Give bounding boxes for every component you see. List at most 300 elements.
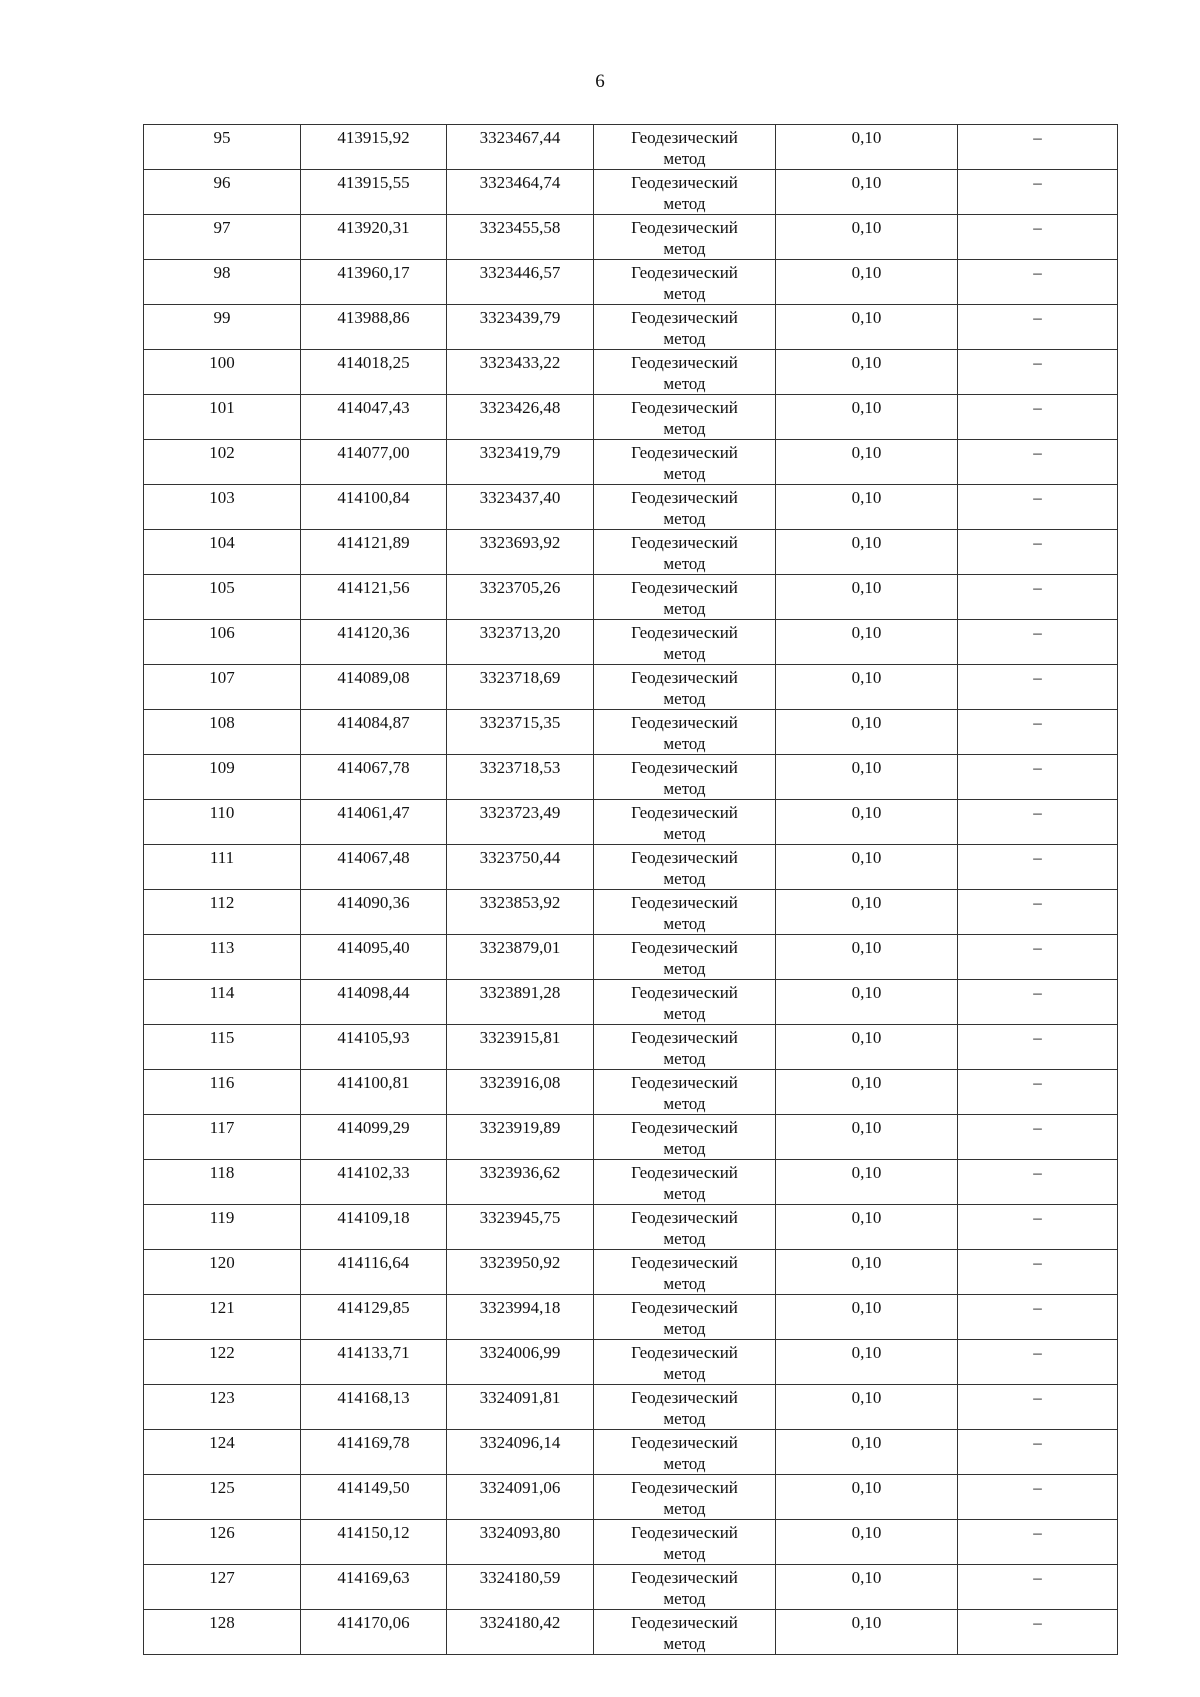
coordinates-table-body xyxy=(144,125,1118,1655)
method-cell xyxy=(594,1295,776,1340)
table-row xyxy=(144,800,1118,845)
method-line-2: метод xyxy=(663,1004,706,1023)
table-row xyxy=(144,1340,1118,1385)
table-row xyxy=(144,1160,1118,1205)
method-cell xyxy=(594,215,776,260)
method-line-1: Геодезический xyxy=(631,173,738,192)
table-row xyxy=(144,1205,1118,1250)
method-line-2: метод xyxy=(663,869,706,888)
note-cell: – xyxy=(958,1250,1118,1295)
x-coordinate-cell: 414149,50 xyxy=(301,1475,447,1520)
method-line-2: метод xyxy=(663,1094,706,1113)
method-line-1: Геодезический xyxy=(631,488,738,507)
method-line-1: Геодезический xyxy=(631,1163,738,1182)
point-number-cell: 110 xyxy=(144,800,301,845)
note-cell: – xyxy=(958,215,1118,260)
note-cell: – xyxy=(958,980,1118,1025)
method-cell xyxy=(594,935,776,980)
table-row xyxy=(144,530,1118,575)
table-row xyxy=(144,1475,1118,1520)
method-cell xyxy=(594,1115,776,1160)
point-number-cell: 107 xyxy=(144,665,301,710)
point-number-cell: 125 xyxy=(144,1475,301,1520)
note-cell: – xyxy=(958,710,1118,755)
accuracy-cell: 0,10 xyxy=(776,1520,958,1565)
y-coordinate-cell: 3323419,79 xyxy=(447,440,594,485)
accuracy-cell: 0,10 xyxy=(776,800,958,845)
y-coordinate-cell: 3323718,53 xyxy=(447,755,594,800)
method-cell xyxy=(594,800,776,845)
y-coordinate-cell: 3323919,89 xyxy=(447,1115,594,1160)
method-line-2: метод xyxy=(663,329,706,348)
y-coordinate-cell: 3323464,74 xyxy=(447,170,594,215)
point-number-cell: 115 xyxy=(144,1025,301,1070)
method-line-2: метод xyxy=(663,1049,706,1068)
accuracy-cell: 0,10 xyxy=(776,890,958,935)
x-coordinate-cell: 414089,08 xyxy=(301,665,447,710)
method-cell xyxy=(594,350,776,395)
table-row xyxy=(144,305,1118,350)
note-cell: – xyxy=(958,1430,1118,1475)
y-coordinate-cell: 3323446,57 xyxy=(447,260,594,305)
method-cell xyxy=(594,1250,776,1295)
method-line-1: Геодезический xyxy=(631,1253,738,1272)
method-cell xyxy=(594,1520,776,1565)
method-line-1: Геодезический xyxy=(631,443,738,462)
table-row xyxy=(144,1295,1118,1340)
x-coordinate-cell: 414098,44 xyxy=(301,980,447,1025)
method-line-2: метод xyxy=(663,1409,706,1428)
point-number-cell: 114 xyxy=(144,980,301,1025)
method-line-1: Геодезический xyxy=(631,398,738,417)
method-line-2: метод xyxy=(663,1544,706,1563)
point-number-cell: 100 xyxy=(144,350,301,395)
x-coordinate-cell: 414090,36 xyxy=(301,890,447,935)
method-line-1: Геодезический xyxy=(631,1343,738,1362)
note-cell: – xyxy=(958,665,1118,710)
method-cell xyxy=(594,485,776,530)
table-row xyxy=(144,350,1118,395)
point-number-cell: 121 xyxy=(144,1295,301,1340)
method-cell xyxy=(594,1340,776,1385)
method-line-2: метод xyxy=(663,1364,706,1383)
point-number-cell: 111 xyxy=(144,845,301,890)
accuracy-cell: 0,10 xyxy=(776,845,958,890)
table-row xyxy=(144,215,1118,260)
note-cell: – xyxy=(958,170,1118,215)
x-coordinate-cell: 414168,13 xyxy=(301,1385,447,1430)
table-row xyxy=(144,1115,1118,1160)
y-coordinate-cell: 3323915,81 xyxy=(447,1025,594,1070)
method-cell xyxy=(594,395,776,440)
x-coordinate-cell: 414120,36 xyxy=(301,620,447,665)
point-number-cell: 117 xyxy=(144,1115,301,1160)
note-cell: – xyxy=(958,485,1118,530)
x-coordinate-cell: 414099,29 xyxy=(301,1115,447,1160)
x-coordinate-cell: 414067,78 xyxy=(301,755,447,800)
point-number-cell: 101 xyxy=(144,395,301,440)
method-line-2: метод xyxy=(663,554,706,573)
method-line-1: Геодезический xyxy=(631,1613,738,1632)
x-coordinate-cell: 413920,31 xyxy=(301,215,447,260)
accuracy-cell: 0,10 xyxy=(776,530,958,575)
accuracy-cell: 0,10 xyxy=(776,1475,958,1520)
method-line-2: метод xyxy=(663,1589,706,1608)
method-cell xyxy=(594,1070,776,1115)
point-number-cell: 113 xyxy=(144,935,301,980)
accuracy-cell: 0,10 xyxy=(776,485,958,530)
table-row xyxy=(144,1565,1118,1610)
point-number-cell: 116 xyxy=(144,1070,301,1115)
method-line-2: метод xyxy=(663,509,706,528)
method-cell xyxy=(594,890,776,935)
point-number-cell: 124 xyxy=(144,1430,301,1475)
method-line-1: Геодезический xyxy=(631,1118,738,1137)
table-row xyxy=(144,1430,1118,1475)
method-line-2: метод xyxy=(663,1139,706,1158)
method-line-2: метод xyxy=(663,1229,706,1248)
x-coordinate-cell: 414067,48 xyxy=(301,845,447,890)
y-coordinate-cell: 3324006,99 xyxy=(447,1340,594,1385)
method-cell xyxy=(594,620,776,665)
point-number-cell: 122 xyxy=(144,1340,301,1385)
method-cell xyxy=(594,845,776,890)
note-cell: – xyxy=(958,530,1118,575)
method-line-1: Геодезический xyxy=(631,1388,738,1407)
accuracy-cell: 0,10 xyxy=(776,575,958,620)
accuracy-cell: 0,10 xyxy=(776,350,958,395)
method-cell xyxy=(594,1565,776,1610)
accuracy-cell: 0,10 xyxy=(776,935,958,980)
method-cell xyxy=(594,1385,776,1430)
method-line-1: Геодезический xyxy=(631,128,738,147)
method-line-1: Геодезический xyxy=(631,1298,738,1317)
method-line-1: Геодезический xyxy=(631,848,738,867)
accuracy-cell: 0,10 xyxy=(776,170,958,215)
note-cell: – xyxy=(958,1340,1118,1385)
method-cell xyxy=(594,755,776,800)
x-coordinate-cell: 414100,84 xyxy=(301,485,447,530)
x-coordinate-cell: 413960,17 xyxy=(301,260,447,305)
y-coordinate-cell: 3324093,80 xyxy=(447,1520,594,1565)
note-cell: – xyxy=(958,1115,1118,1160)
y-coordinate-cell: 3323718,69 xyxy=(447,665,594,710)
y-coordinate-cell: 3323936,62 xyxy=(447,1160,594,1205)
method-line-2: метод xyxy=(663,239,706,258)
accuracy-cell: 0,10 xyxy=(776,260,958,305)
method-cell xyxy=(594,665,776,710)
point-number-cell: 127 xyxy=(144,1565,301,1610)
x-coordinate-cell: 414133,71 xyxy=(301,1340,447,1385)
point-number-cell: 106 xyxy=(144,620,301,665)
y-coordinate-cell: 3323916,08 xyxy=(447,1070,594,1115)
x-coordinate-cell: 414095,40 xyxy=(301,935,447,980)
point-number-cell: 109 xyxy=(144,755,301,800)
accuracy-cell: 0,10 xyxy=(776,665,958,710)
method-line-1: Геодезический xyxy=(631,1208,738,1227)
table-row xyxy=(144,890,1118,935)
method-cell xyxy=(594,1160,776,1205)
y-coordinate-cell: 3323433,22 xyxy=(447,350,594,395)
method-line-1: Геодезический xyxy=(631,1073,738,1092)
accuracy-cell: 0,10 xyxy=(776,980,958,1025)
note-cell: – xyxy=(958,395,1118,440)
accuracy-cell: 0,10 xyxy=(776,1610,958,1655)
table-row xyxy=(144,170,1118,215)
note-cell: – xyxy=(958,1025,1118,1070)
y-coordinate-cell: 3323467,44 xyxy=(447,125,594,170)
method-line-2: метод xyxy=(663,464,706,483)
x-coordinate-cell: 414169,78 xyxy=(301,1430,447,1475)
table-row xyxy=(144,665,1118,710)
y-coordinate-cell: 3323713,20 xyxy=(447,620,594,665)
method-line-1: Геодезический xyxy=(631,1028,738,1047)
note-cell: – xyxy=(958,1475,1118,1520)
table-row xyxy=(144,260,1118,305)
method-line-2: метод xyxy=(663,1319,706,1338)
method-line-2: метод xyxy=(663,1499,706,1518)
point-number-cell: 105 xyxy=(144,575,301,620)
point-number-cell: 95 xyxy=(144,125,301,170)
table-row xyxy=(144,980,1118,1025)
point-number-cell: 103 xyxy=(144,485,301,530)
table-row xyxy=(144,440,1118,485)
method-line-1: Геодезический xyxy=(631,623,738,642)
point-number-cell: 104 xyxy=(144,530,301,575)
accuracy-cell: 0,10 xyxy=(776,755,958,800)
method-line-1: Геодезический xyxy=(631,353,738,372)
x-coordinate-cell: 414129,85 xyxy=(301,1295,447,1340)
table-row xyxy=(144,710,1118,755)
table-row xyxy=(144,755,1118,800)
method-cell xyxy=(594,1205,776,1250)
method-cell xyxy=(594,1610,776,1655)
table-row xyxy=(144,1520,1118,1565)
method-line-1: Геодезический xyxy=(631,218,738,237)
method-line-1: Геодезический xyxy=(631,938,738,957)
table-row xyxy=(144,485,1118,530)
method-line-1: Геодезический xyxy=(631,533,738,552)
method-cell xyxy=(594,1025,776,1070)
point-number-cell: 126 xyxy=(144,1520,301,1565)
note-cell: – xyxy=(958,350,1118,395)
method-cell xyxy=(594,305,776,350)
y-coordinate-cell: 3323693,92 xyxy=(447,530,594,575)
y-coordinate-cell: 3323945,75 xyxy=(447,1205,594,1250)
method-line-1: Геодезический xyxy=(631,668,738,687)
point-number-cell: 97 xyxy=(144,215,301,260)
point-number-cell: 118 xyxy=(144,1160,301,1205)
note-cell: – xyxy=(958,305,1118,350)
accuracy-cell: 0,10 xyxy=(776,215,958,260)
y-coordinate-cell: 3323891,28 xyxy=(447,980,594,1025)
method-cell xyxy=(594,125,776,170)
accuracy-cell: 0,10 xyxy=(776,710,958,755)
method-line-2: метод xyxy=(663,419,706,438)
x-coordinate-cell: 414170,06 xyxy=(301,1610,447,1655)
x-coordinate-cell: 414109,18 xyxy=(301,1205,447,1250)
accuracy-cell: 0,10 xyxy=(776,1025,958,1070)
method-line-1: Геодезический xyxy=(631,263,738,282)
method-line-1: Геодезический xyxy=(631,308,738,327)
accuracy-cell: 0,10 xyxy=(776,440,958,485)
table-row xyxy=(144,1385,1118,1430)
note-cell: – xyxy=(958,1205,1118,1250)
accuracy-cell: 0,10 xyxy=(776,1340,958,1385)
table-row xyxy=(144,1250,1118,1295)
table-row xyxy=(144,1070,1118,1115)
note-cell: – xyxy=(958,575,1118,620)
method-cell xyxy=(594,575,776,620)
note-cell: – xyxy=(958,800,1118,845)
accuracy-cell: 0,10 xyxy=(776,1250,958,1295)
point-number-cell: 128 xyxy=(144,1610,301,1655)
note-cell: – xyxy=(958,890,1118,935)
x-coordinate-cell: 414047,43 xyxy=(301,395,447,440)
x-coordinate-cell: 414061,47 xyxy=(301,800,447,845)
method-line-2: метод xyxy=(663,374,706,393)
point-number-cell: 102 xyxy=(144,440,301,485)
method-line-1: Геодезический xyxy=(631,1478,738,1497)
method-line-1: Геодезический xyxy=(631,578,738,597)
point-number-cell: 96 xyxy=(144,170,301,215)
note-cell: – xyxy=(958,1160,1118,1205)
point-number-cell: 99 xyxy=(144,305,301,350)
table-row xyxy=(144,395,1118,440)
method-line-2: метод xyxy=(663,914,706,933)
table-row xyxy=(144,125,1118,170)
point-number-cell: 98 xyxy=(144,260,301,305)
method-line-2: метод xyxy=(663,1184,706,1203)
method-cell xyxy=(594,260,776,305)
method-line-2: метод xyxy=(663,599,706,618)
note-cell: – xyxy=(958,1610,1118,1655)
method-line-2: метод xyxy=(663,1634,706,1653)
y-coordinate-cell: 3323705,26 xyxy=(447,575,594,620)
method-line-2: метод xyxy=(663,149,706,168)
method-cell xyxy=(594,710,776,755)
method-cell xyxy=(594,1430,776,1475)
method-cell xyxy=(594,530,776,575)
accuracy-cell: 0,10 xyxy=(776,125,958,170)
method-cell xyxy=(594,980,776,1025)
note-cell: – xyxy=(958,620,1118,665)
note-cell: – xyxy=(958,440,1118,485)
x-coordinate-cell: 414105,93 xyxy=(301,1025,447,1070)
method-line-1: Геодезический xyxy=(631,983,738,1002)
note-cell: – xyxy=(958,125,1118,170)
x-coordinate-cell: 414150,12 xyxy=(301,1520,447,1565)
method-line-1: Геодезический xyxy=(631,1568,738,1587)
note-cell: – xyxy=(958,1565,1118,1610)
accuracy-cell: 0,10 xyxy=(776,1295,958,1340)
method-cell xyxy=(594,170,776,215)
y-coordinate-cell: 3323750,44 xyxy=(447,845,594,890)
table-row xyxy=(144,935,1118,980)
method-cell xyxy=(594,440,776,485)
method-line-1: Геодезический xyxy=(631,893,738,912)
method-line-2: метод xyxy=(663,1274,706,1293)
method-line-1: Геодезический xyxy=(631,713,738,732)
y-coordinate-cell: 3323853,92 xyxy=(447,890,594,935)
method-line-2: метод xyxy=(663,644,706,663)
x-coordinate-cell: 414116,64 xyxy=(301,1250,447,1295)
note-cell: – xyxy=(958,260,1118,305)
method-line-1: Геодезический xyxy=(631,1433,738,1452)
method-line-2: метод xyxy=(663,1454,706,1473)
method-line-2: метод xyxy=(663,284,706,303)
accuracy-cell: 0,10 xyxy=(776,1115,958,1160)
note-cell: – xyxy=(958,1520,1118,1565)
y-coordinate-cell: 3323426,48 xyxy=(447,395,594,440)
note-cell: – xyxy=(958,1295,1118,1340)
coordinates-table xyxy=(143,124,1118,1655)
y-coordinate-cell: 3323439,79 xyxy=(447,305,594,350)
point-number-cell: 108 xyxy=(144,710,301,755)
table-row xyxy=(144,620,1118,665)
y-coordinate-cell: 3324091,81 xyxy=(447,1385,594,1430)
accuracy-cell: 0,10 xyxy=(776,1565,958,1610)
x-coordinate-cell: 414121,89 xyxy=(301,530,447,575)
x-coordinate-cell: 414102,33 xyxy=(301,1160,447,1205)
method-cell xyxy=(594,1475,776,1520)
method-line-2: метод xyxy=(663,824,706,843)
y-coordinate-cell: 3323723,49 xyxy=(447,800,594,845)
method-line-2: метод xyxy=(663,194,706,213)
y-coordinate-cell: 3323455,58 xyxy=(447,215,594,260)
method-line-2: метод xyxy=(663,959,706,978)
point-number-cell: 120 xyxy=(144,1250,301,1295)
table-row xyxy=(144,845,1118,890)
accuracy-cell: 0,10 xyxy=(776,1205,958,1250)
x-coordinate-cell: 413988,86 xyxy=(301,305,447,350)
method-line-2: метод xyxy=(663,779,706,798)
page-number: 6 xyxy=(595,71,605,92)
y-coordinate-cell: 3323437,40 xyxy=(447,485,594,530)
accuracy-cell: 0,10 xyxy=(776,620,958,665)
y-coordinate-cell: 3323950,92 xyxy=(447,1250,594,1295)
method-line-2: метод xyxy=(663,689,706,708)
table-row xyxy=(144,1610,1118,1655)
table-row xyxy=(144,575,1118,620)
point-number-cell: 112 xyxy=(144,890,301,935)
y-coordinate-cell: 3323879,01 xyxy=(447,935,594,980)
y-coordinate-cell: 3324180,59 xyxy=(447,1565,594,1610)
method-line-1: Геодезический xyxy=(631,758,738,777)
accuracy-cell: 0,10 xyxy=(776,305,958,350)
method-line-1: Геодезический xyxy=(631,1523,738,1542)
table-row xyxy=(144,1025,1118,1070)
x-coordinate-cell: 414121,56 xyxy=(301,575,447,620)
x-coordinate-cell: 413915,92 xyxy=(301,125,447,170)
y-coordinate-cell: 3324180,42 xyxy=(447,1610,594,1655)
y-coordinate-cell: 3323994,18 xyxy=(447,1295,594,1340)
accuracy-cell: 0,10 xyxy=(776,1070,958,1115)
x-coordinate-cell: 414169,63 xyxy=(301,1565,447,1610)
accuracy-cell: 0,10 xyxy=(776,1430,958,1475)
method-line-1: Геодезический xyxy=(631,803,738,822)
point-number-cell: 119 xyxy=(144,1205,301,1250)
point-number-cell: 123 xyxy=(144,1385,301,1430)
note-cell: – xyxy=(958,1070,1118,1115)
note-cell: – xyxy=(958,1385,1118,1430)
y-coordinate-cell: 3323715,35 xyxy=(447,710,594,755)
x-coordinate-cell: 414077,00 xyxy=(301,440,447,485)
x-coordinate-cell: 414084,87 xyxy=(301,710,447,755)
note-cell: – xyxy=(958,845,1118,890)
x-coordinate-cell: 414018,25 xyxy=(301,350,447,395)
note-cell: – xyxy=(958,935,1118,980)
